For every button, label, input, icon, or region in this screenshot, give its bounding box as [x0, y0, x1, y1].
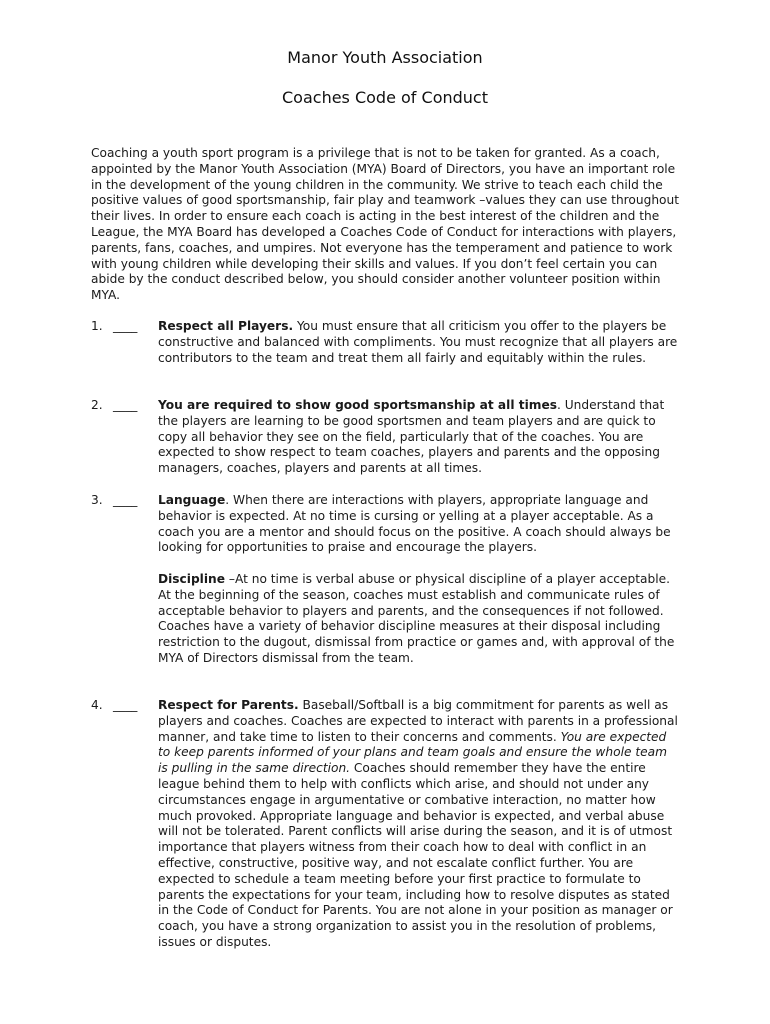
item-text: Baseball/Softball is a big commitment for parents as well as players and coaches. Coaches are expected to interact with parents in a professional manner, and take time to listen to their concerns and comments.: [158, 698, 678, 744]
item-heading: Respect for Parents.: [158, 698, 299, 712]
item-body: [158, 398, 680, 477]
item-heading: Respect all Players.: [158, 319, 294, 333]
list-item: [91, 319, 691, 366]
document-title: Coaches Code of Conduct: [282, 88, 488, 107]
list-item: [91, 398, 691, 477]
item-body: [158, 319, 680, 366]
item-text: . When there are interactions with players, appropriate language and behavior is expected. At no time is cursing or yelling at a player acceptable. As a coach you are a mentor and should focus on the positive. A coach should always be looking for opportunities to praise and encourage the players.: [158, 493, 671, 555]
initial-blank: ____: [113, 493, 138, 507]
item-heading: Language: [158, 493, 226, 507]
item-text: You must ensure that all criticism you offer to the players be constructive and balanced with compliments. You must recognize that all players are contributors to the team and treat them all fairly and equitably within the rules.: [158, 319, 678, 365]
item-number: 2.: [91, 398, 103, 412]
organization-name: Manor Youth Association: [287, 48, 483, 67]
intro-paragraph: Coaching a youth sport program is a privilege that is not to be taken for granted. As a coach, appointed by the Manor Youth Association (MYA) Board of Directors, you have an important role in the development of the young children in the community. We strive to teach each child the positive values of good sportsmanship, fair play and teamwork –values they can use throughout their lives. In order to ensure each coach is acting in the best interest of the children and the League, the MYA Board has developed a Coaches Code of Conduct for interactions with players, parents, fans, coaches, and umpires. Not everyone has the temperament and patience to work with young children while developing their skills and values. If you don’t feel certain you can abide by the conduct described below, you should consider another volunteer position within MYA.: [91, 146, 680, 303]
discipline-heading: Discipline: [158, 572, 225, 586]
item-heading: You are required to show good sportsmanship at all times: [158, 398, 557, 412]
item-body: [158, 493, 680, 556]
item-text-continued: Coaches should remember they have the entire league behind them to help with conflicts which arise, and should not under any circumstances engage in argumentative or combative interaction, no matter how much provoked. Appropriate language and behavior is expected, and verbal abuse will not be tolerated. Parent conflicts will arise during the season, and it is of utmost importance that players witness from their coach how to deal with conflict in an effective, constructive, positive way, and not escalate conflict further. You are expected to schedule a team meeting before your first practice to formulate to parents the expectations for your team, including how to resolve disputes as stated in the Code of Conduct for Parents. You are not alone in your position as manager or coach, you have a strong organization to assist you in the resolution of problems, issues or disputes.: [158, 761, 673, 949]
initial-blank: ____: [113, 398, 138, 412]
list-item: [91, 698, 691, 951]
item-italic-text: You are expected to keep parents informed of your plans and team goals and ensure the whole team is pulling in the same direction.: [158, 729, 667, 776]
initial-blank: ____: [113, 698, 138, 712]
item-body: [158, 698, 680, 951]
item-number: 1.: [91, 319, 103, 333]
item-number: 3.: [91, 493, 103, 507]
discipline-paragraph: [158, 572, 680, 667]
item-number: 4.: [91, 698, 103, 712]
list-item: [91, 493, 691, 556]
item-text: . Understand that the players are learning to be good sportsmen and team players and are quick to copy all behavior they see on the field, particularly that of the coaches. You are expected to show respect to team coaches, players and parents and the opposing managers, coaches, players and parents at all times.: [158, 398, 665, 476]
discipline-text: –At no time is verbal abuse or physical discipline of a player acceptable. At the beginning of the season, coaches must establish and communicate rules of acceptable behavior to players and parents, and the consequences if not followed. Coaches have a variety of behavior discipline measures at their disposal including restriction to the dugout, dismissal from practice or games and, with approval of the MYA of Directors dismissal from the team.: [158, 572, 675, 665]
initial-blank: ____: [113, 319, 138, 333]
